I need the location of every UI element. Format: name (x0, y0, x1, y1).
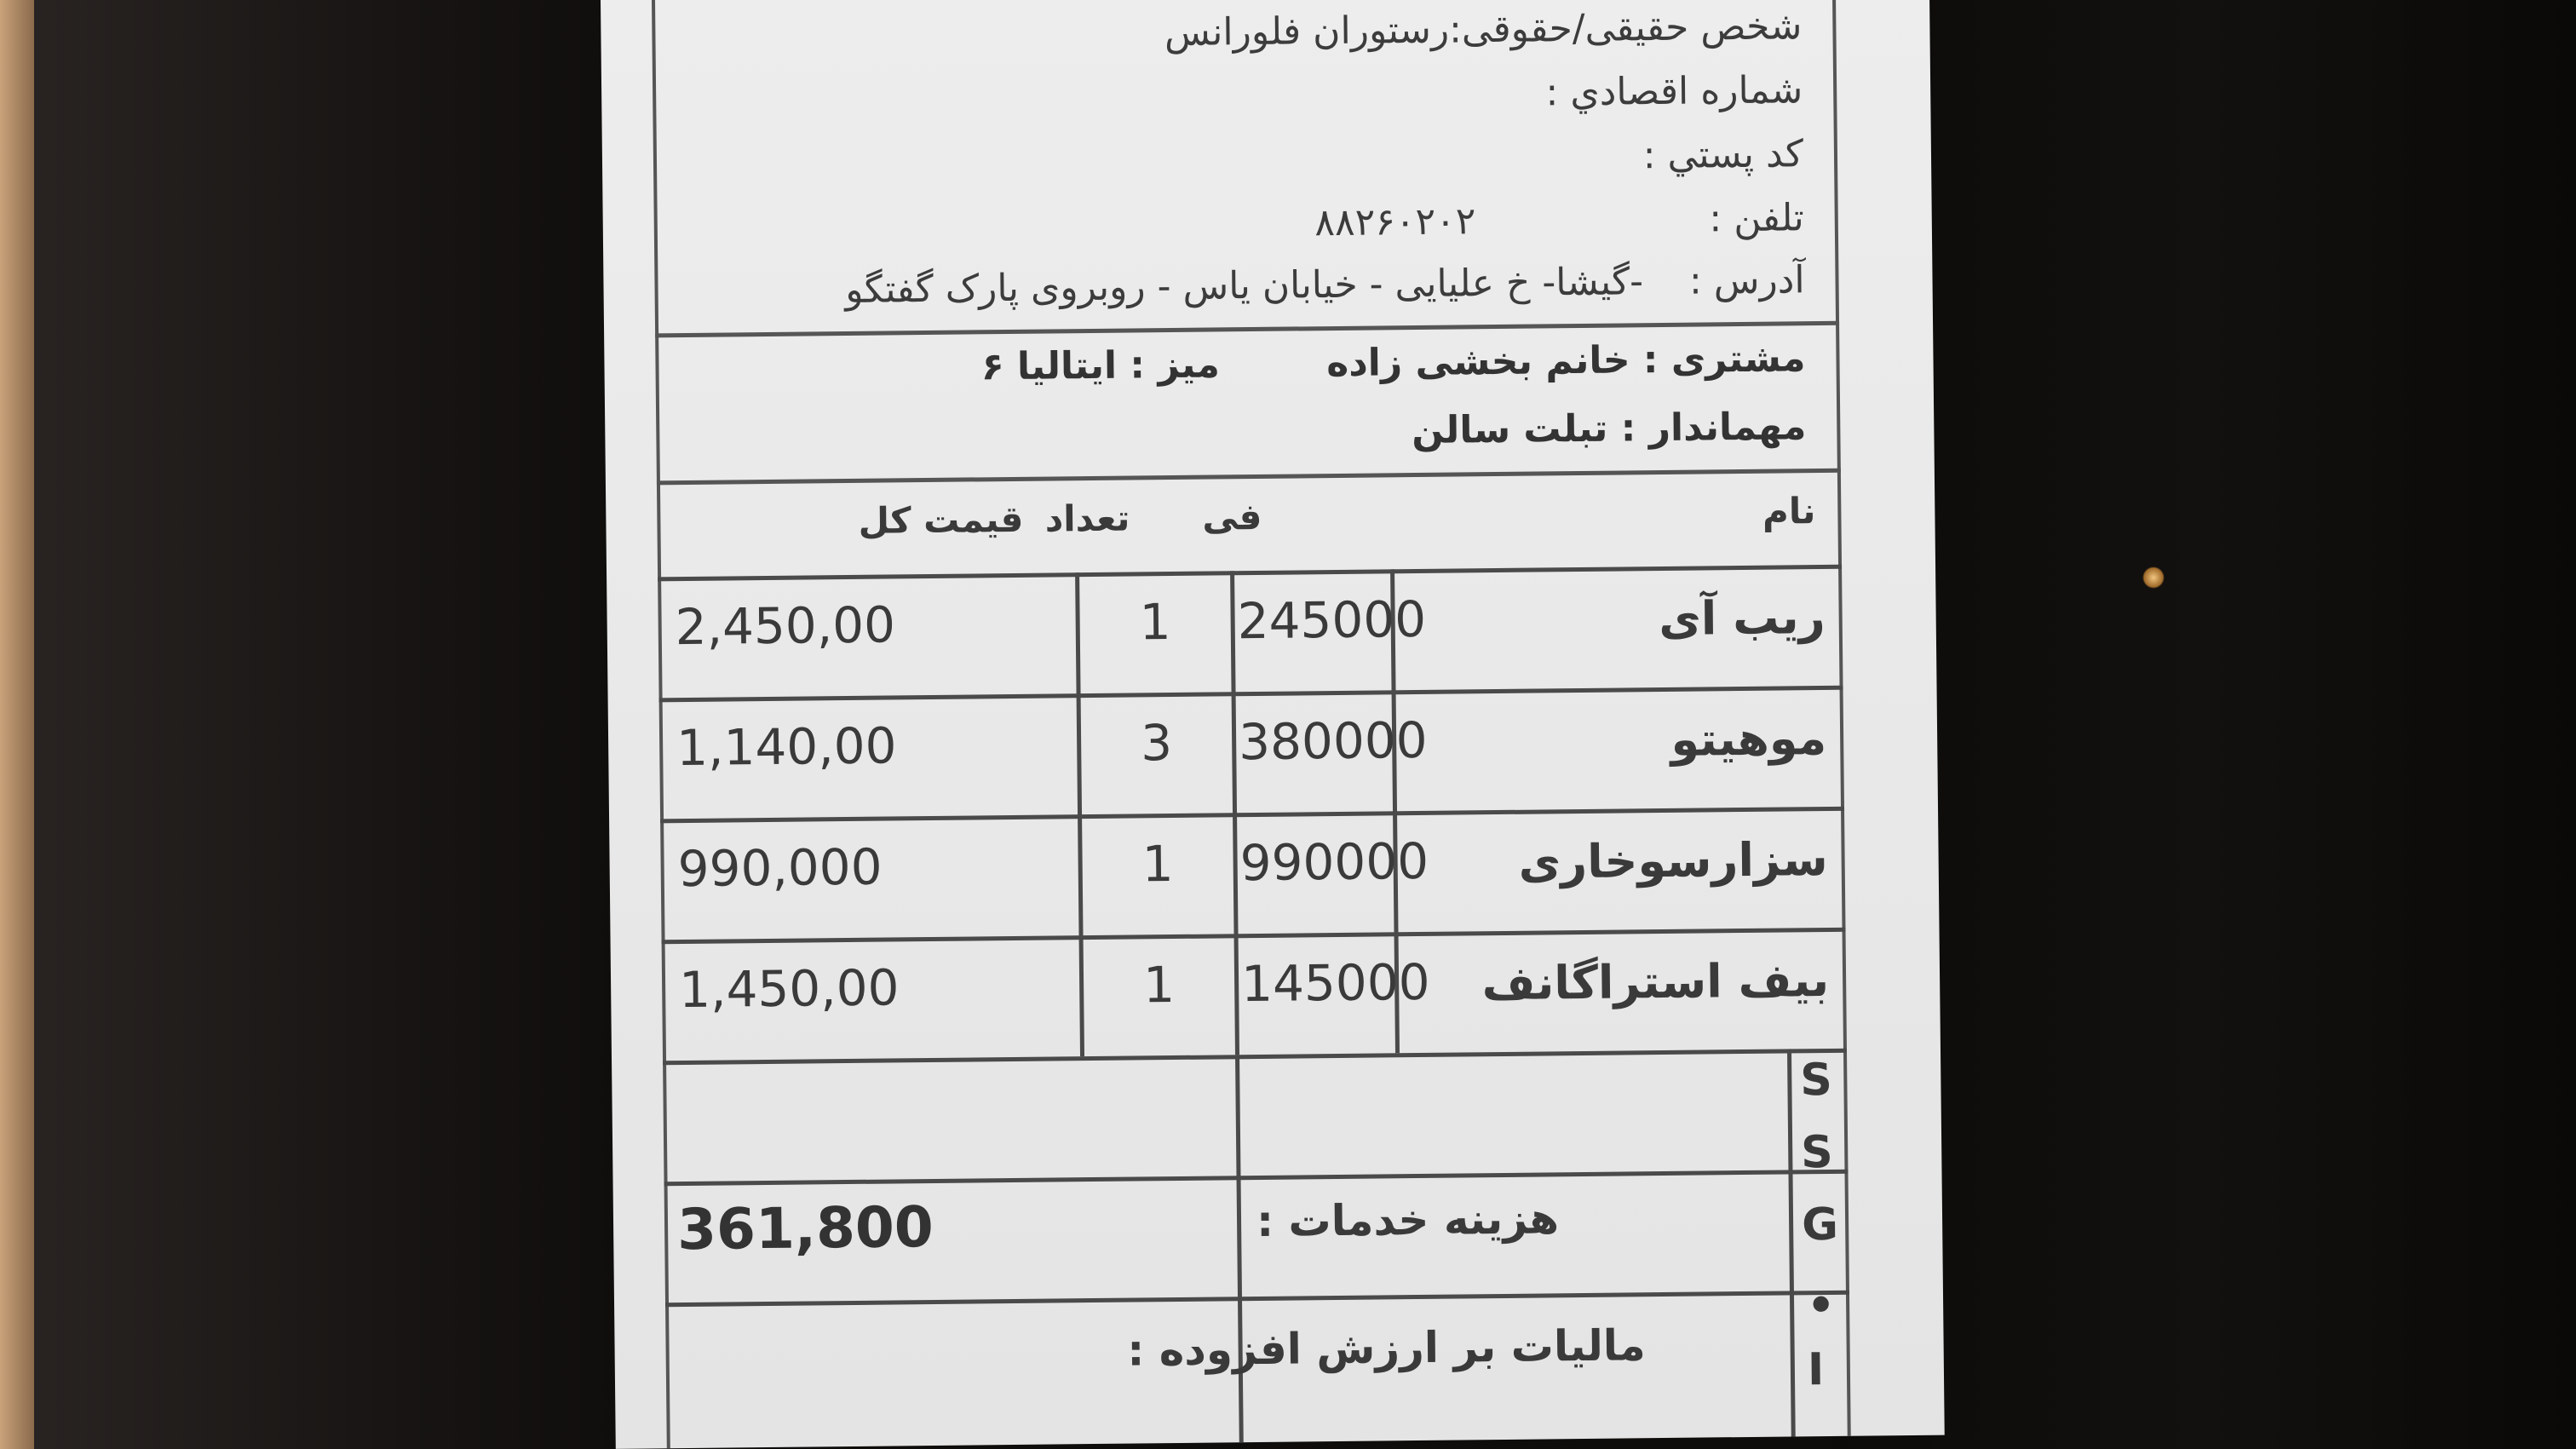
item-qty: 1 (1139, 593, 1171, 652)
customer-label: مشتری : (1642, 336, 1806, 382)
item-unit-price: 380000 (1238, 710, 1428, 772)
item-name: بیف استراگانف (1481, 952, 1830, 1011)
phone-value: ۸۸۲۶۰۲۰۲ (1314, 199, 1476, 245)
address-label: آدرس : (1688, 258, 1805, 303)
side-letter: • (1806, 1279, 1836, 1332)
economic-no-label: شماره اقصادي : (1545, 68, 1803, 115)
item-total: 2,450,00 (675, 595, 896, 657)
host-value: تبلت سالن (1411, 406, 1608, 453)
item-qty: 1 (1142, 956, 1176, 1015)
postal-code-line (1642, 132, 1803, 177)
col-header-total: قیمت کل (858, 497, 1024, 542)
economic-no-line (1545, 68, 1803, 114)
phone-label: تلفن : (1709, 196, 1805, 241)
item-total: 1,140,00 (676, 716, 897, 778)
side-letter: G (1801, 1199, 1839, 1251)
host-line (1412, 405, 1807, 452)
table-value: ایتالیا ۶ (980, 343, 1118, 389)
item-name: ریب آی (1659, 589, 1826, 647)
item-total: 990,000 (677, 837, 883, 899)
phone-line (1314, 196, 1804, 244)
row-divider (665, 1291, 1849, 1308)
side-letter: S (1800, 1126, 1834, 1179)
customer-value: خانم بخشی زاده (1325, 338, 1630, 386)
seller-line (1164, 4, 1803, 55)
item-qty: 3 (1140, 714, 1173, 773)
customer-line (981, 336, 1806, 388)
service-charge-value: 361,800 (676, 1193, 934, 1263)
col-header-qty: تعداد (1044, 497, 1130, 540)
row-divider (659, 686, 1843, 703)
row-divider (664, 1170, 1849, 1187)
seller-label: شخص حقیقی/حقوقی: (1448, 4, 1803, 52)
side-letter: I (1807, 1344, 1825, 1396)
service-charge-label: هزینه خدمات : (1256, 1193, 1560, 1247)
vat-label: مالیات بر ارزش افزوده : (1126, 1320, 1646, 1376)
table-wood-edge (0, 0, 34, 1449)
table-label: میز : (1130, 342, 1221, 388)
background-right (1831, 0, 2576, 1449)
item-qty: 1 (1141, 835, 1174, 894)
receipt (601, 0, 1945, 1449)
light-reflection (2142, 566, 2165, 589)
postal-code-label: كد پستي : (1642, 132, 1804, 178)
item-name: سزارسوخاری (1518, 831, 1828, 889)
item-unit-price: 990000 (1239, 831, 1429, 893)
host-label: مهماندار : (1620, 405, 1807, 451)
col-header-name: نام (1762, 490, 1816, 532)
items-table (658, 565, 1851, 1448)
row-divider (663, 1049, 1847, 1066)
address-value: -گیشا- خ علیایی - خیابان یاس - روبروی پارک گفتگو (844, 260, 1644, 313)
item-total: 1,450,00 (678, 958, 900, 1020)
seller-value: رستوران فلورانس (1164, 8, 1450, 55)
background-left (0, 0, 681, 1449)
side-divider (1787, 1049, 1796, 1436)
summary-divider (1235, 1055, 1244, 1442)
item-unit-price: 245000 (1237, 589, 1427, 651)
item-name: موهیتو (1670, 710, 1827, 767)
item-unit-price: 145000 (1240, 952, 1430, 1014)
side-letter: S (1800, 1054, 1833, 1107)
row-divider (662, 928, 1846, 945)
col-header-unit-price: فی (1202, 495, 1262, 538)
row-divider (660, 807, 1844, 824)
